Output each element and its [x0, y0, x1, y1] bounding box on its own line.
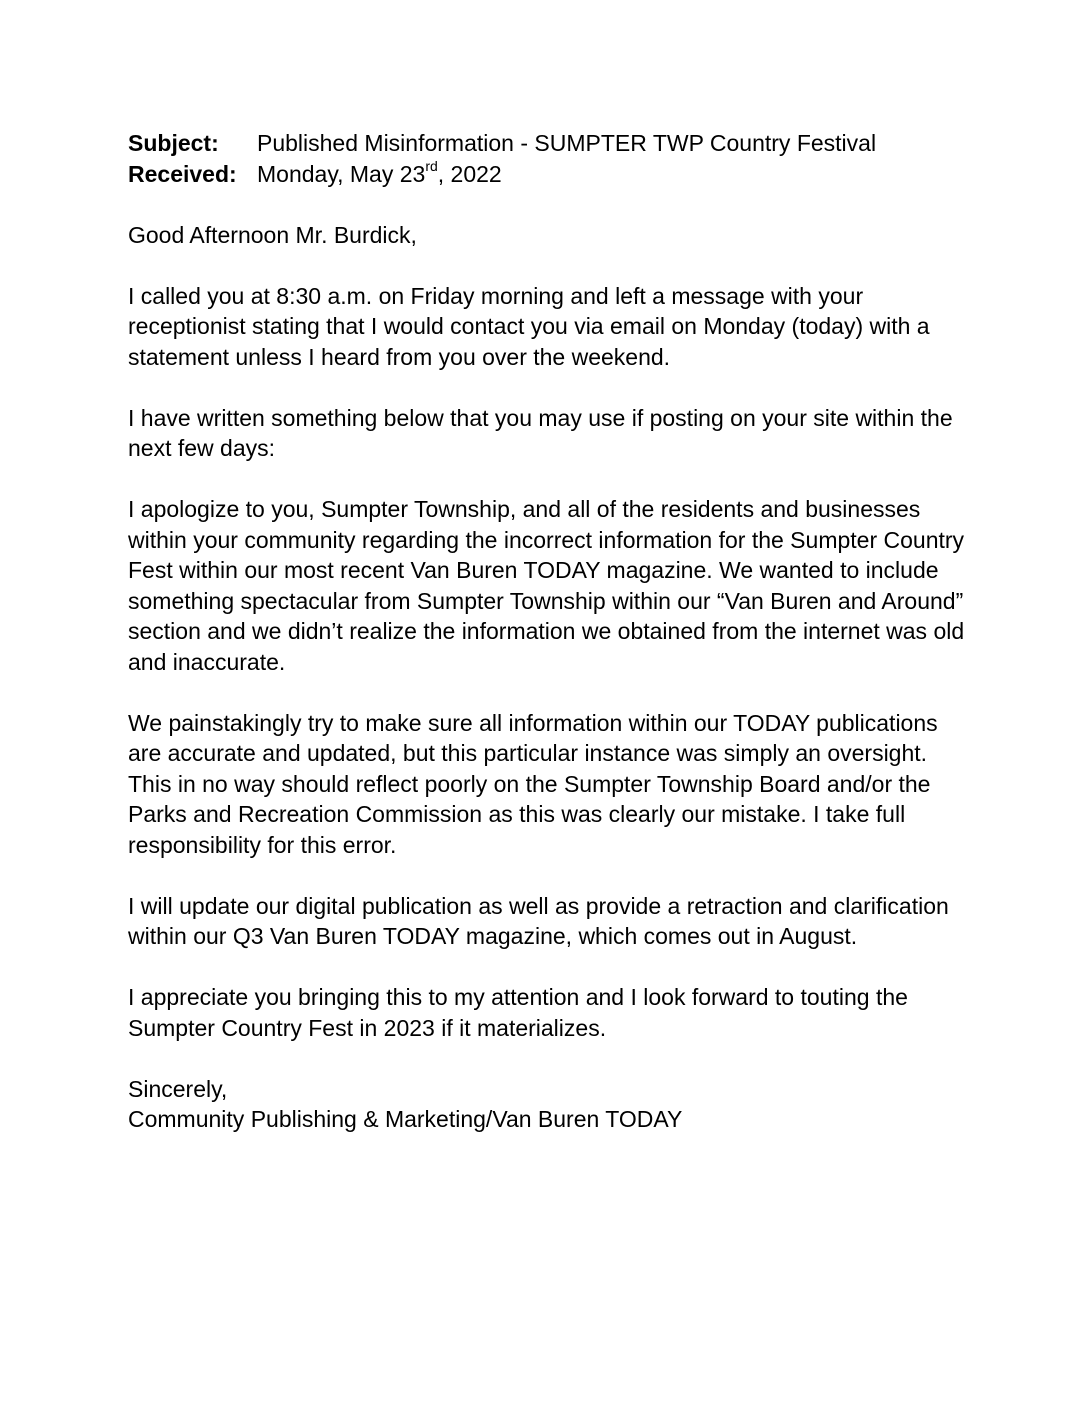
received-label: Received:: [128, 160, 237, 187]
paragraph-appreciation: I appreciate you bringing this to my attention and I look forward to touting the Sumpter Country Fest in 2023 if it materializes.: [128, 984, 908, 1041]
received-value: [257, 159, 968, 190]
subject-value: Published Misinformation - SUMPTER TWP Country Festival: [257, 130, 877, 156]
subject-row: [128, 128, 968, 159]
subject-label: Subject:: [128, 130, 219, 156]
paragraph-call: I called you at 8:30 a.m. on Friday morning and left a message with your receptionist stating that I would contact you via email on Monday (today) with a statement unless I heard from you over the weekend.: [128, 282, 930, 370]
received-date-suffix: , 2022: [437, 160, 502, 187]
received-date-ordinal: rd: [425, 157, 438, 174]
letter-page: [128, 128, 968, 1135]
paragraph-retraction: I will update our digital publication as well as provide a retraction and clarification within our Q3 Van Buren TODAY magazine, which comes out in August.: [128, 892, 949, 949]
signoff: Sincerely,: [128, 1075, 228, 1102]
received-row: [128, 159, 968, 190]
paragraph-apology: I apologize to you, Sumpter Township, and all of the residents and businesses within your community regarding the incorrect information for the Sumpter Country Fest within our most recent Van Buren TODAY magazine. We wanted to include something spectacular from Sumpter Township within our “Van Buren and Around” section and we didn’t realize the information we obtained from the internet was old and inaccurate.: [128, 496, 965, 675]
paragraph-intro: I have written something below that you may use if posting on your site within the next few days:: [128, 404, 953, 461]
greeting: Good Afternoon Mr. Burdick,: [128, 221, 417, 248]
received-date-prefix: Monday, May 23: [257, 160, 426, 187]
paragraph-oversight: We painstakingly try to make sure all information within our TODAY publications are accurate and updated, but this particular instance was simply an oversight. This in no way should reflect poorly on the Sumpter Township Board and/or the Parks and Recreation Commission as this was clearly our mistake. I take full responsibility for this error.: [128, 709, 938, 858]
signature: Community Publishing & Marketing/Van Buren TODAY: [128, 1106, 683, 1132]
header-gap: [128, 189, 968, 220]
